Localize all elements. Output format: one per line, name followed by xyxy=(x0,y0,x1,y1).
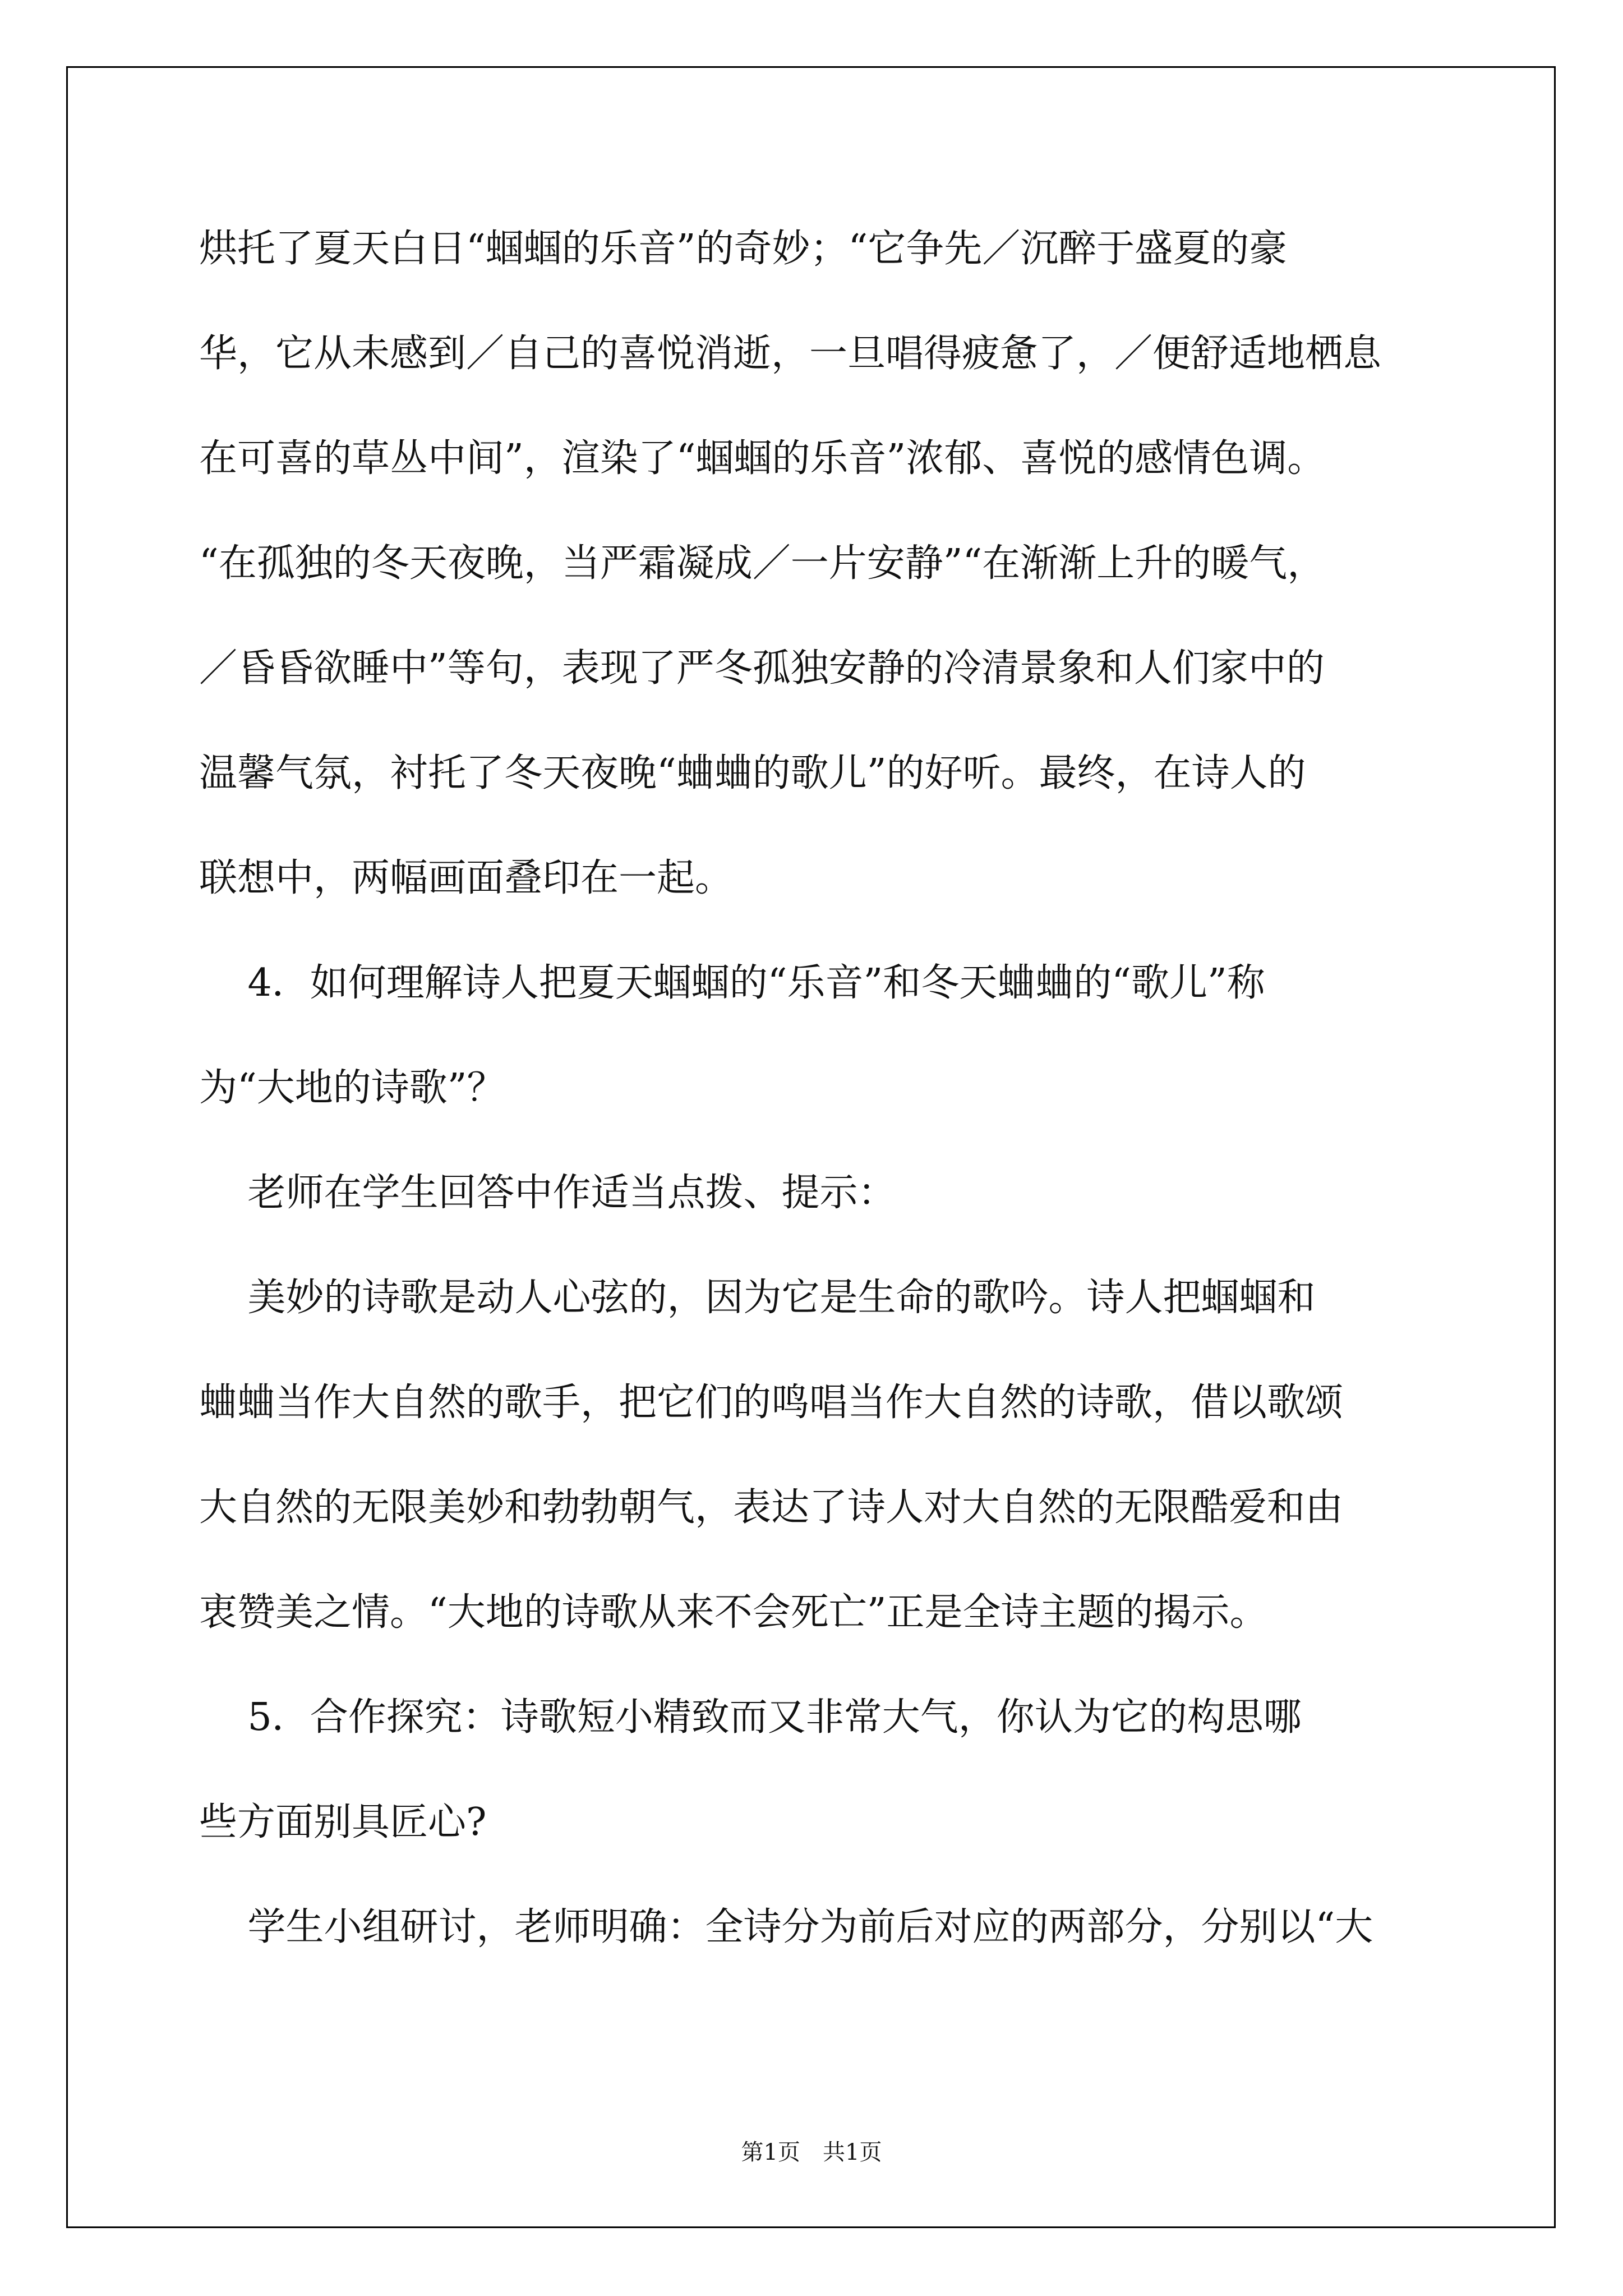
text-line: 学生小组研讨，老师明确：全诗分为前后对应的两部分，分别以“大 xyxy=(199,1905,1373,1949)
text-line: “在孤独的冬天夜晚，当严霜凝成／一片安静”“在渐渐上升的暖气， xyxy=(199,541,1326,586)
text-line: 些方面别具匠心? xyxy=(199,1800,487,1844)
text-line: 老师在学生回答中作适当点拨、提示： xyxy=(199,1171,896,1215)
text-line: 为“大地的诗歌”？ xyxy=(199,1066,505,1110)
text-line: 烘托了夏天白日“蝈蝈的乐音”的奇妙；“它争先／沉醉于盛夏的豪 xyxy=(199,227,1288,271)
text-line: ／昏昏欲睡中”等句，表现了严冬孤独安静的冷清景象和人们家中的 xyxy=(199,646,1325,691)
text-line: 衷赞美之情。“大地的诗歌从来不会死亡”正是全诗主题的揭示。 xyxy=(199,1590,1268,1635)
text-line: 华，它从未感到／自己的喜悦消逝，一旦唱得疲惫了，／便舒适地栖息 xyxy=(199,332,1382,376)
page-footer: 第1页 共1页 xyxy=(741,2139,882,2165)
text-line: 5．合作探究：诗歌短小精致而又非常大气，你认为它的构思哪 xyxy=(199,1695,1302,1740)
text-line: 4．如何理解诗人把夏天蝈蝈的“乐音”和冬天蛐蛐的“歌儿”称 xyxy=(199,961,1265,1005)
document-body xyxy=(199,196,1422,1980)
text-line: 联想中，两幅画面叠印在一起。 xyxy=(199,856,734,900)
text-line: 大自然的无限美妙和勃勃朝气，表达了诗人对大自然的无限酷爱和由 xyxy=(199,1485,1344,1530)
text-line: 温馨气氛，衬托了冬天夜晚“蛐蛐的歌儿”的好听。最终，在诗人的 xyxy=(199,751,1306,795)
text-line: 蛐蛐当作大自然的歌手，把它们的鸣唱当作大自然的诗歌，借以歌颂 xyxy=(199,1381,1344,1425)
text-line: 在可喜的草丛中间”，渲染了“蝈蝈的乐音”浓郁、喜悦的感情色调。 xyxy=(199,436,1326,481)
text-line: 美妙的诗歌是动人心弦的，因为它是生命的歌吟。诗人把蝈蝈和 xyxy=(199,1276,1316,1320)
